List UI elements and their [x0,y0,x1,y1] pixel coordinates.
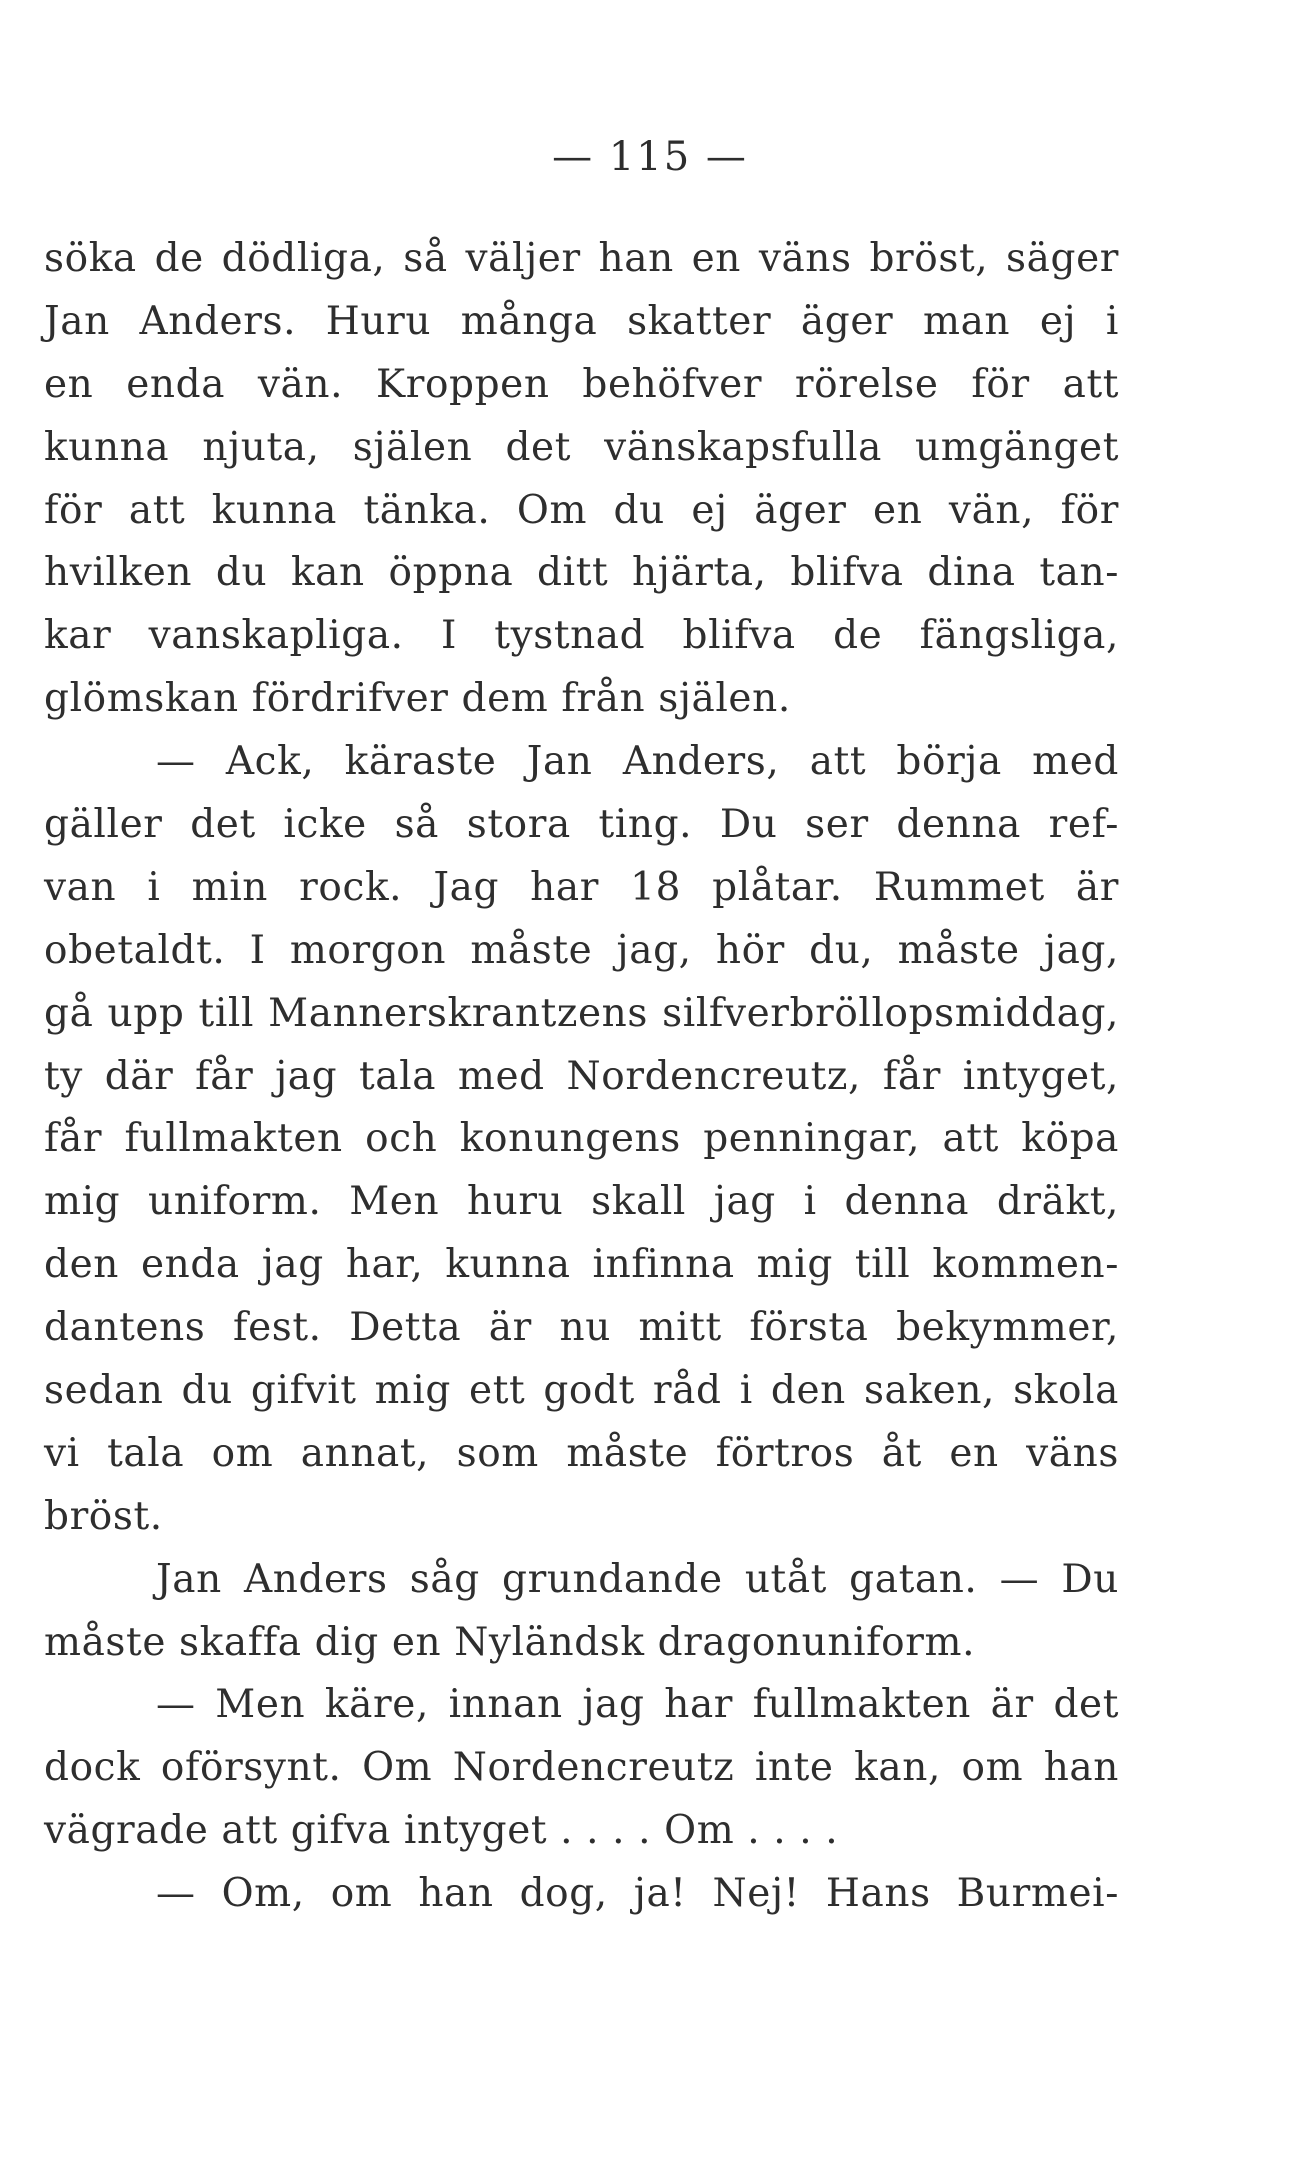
text-line: vi tala om annat, som måste förtros åt en väns [44,1430,1119,1476]
text-line: glömskan fördrifver dem från själen. [44,676,791,722]
text-line: gå upp till Mannerskrantzens silfverbröllopsmiddag, [44,990,1119,1036]
text-line: obetaldt. I morgon måste jag, hör du, måste jag, [44,927,1119,973]
text-line: bröst. [44,1493,163,1539]
text-line: van i min rock. Jag har 18 plåtar. Rummet är [44,864,1119,910]
text-line: dantens fest. Detta är nu mitt första bekymmer, [44,1305,1119,1351]
page-number: — 115 — [552,134,748,180]
text-line: måste skaffa dig en Nyländsk dragonuniform. [44,1619,976,1665]
text-line: kunna njuta, själen det vänskapsfulla umgänget [44,424,1119,470]
text-line: en enda vän. Kroppen behöfver rörelse för att [44,361,1119,407]
text-line: kar vanskapliga. I tystnad blifva de fängsliga, [44,613,1119,659]
body-text [44,228,1119,1926]
text-line: ty där får jag tala med Nordencreutz, får intyget, [44,1053,1119,1099]
text-line: — Ack, käraste Jan Anders, att börja med [156,739,1119,785]
text-line: — Om, om han dog, ja! Nej! Hans Burmei- [156,1871,1119,1917]
text-line: mig uniform. Men huru skall jag i denna dräkt, [44,1179,1119,1225]
text-line: den enda jag har, kunna infinna mig till kommen- [44,1242,1119,1288]
text-line: — Men käre, innan jag har fullmakten är det [156,1682,1119,1728]
text-line: får fullmakten och konungens penningar, att köpa [44,1116,1119,1162]
text-line: gäller det icke så stora ting. Du ser denna ref- [44,802,1119,848]
text-line: hvilken du kan öppna ditt hjärta, blifva dina tan- [44,550,1119,596]
text-line: dock oförsynt. Om Nordencreutz inte kan, om han [44,1745,1119,1791]
text-line: söka de dödliga, så väljer han en väns bröst, säger [44,236,1119,281]
text-line: Jan Anders. Huru många skatter äger man ej i [44,298,1119,344]
text-line: Jan Anders såg grundande utåt gatan. — Du [156,1556,1119,1602]
text-line: vägrade att gifva intyget . . . . Om . . . . [44,1808,839,1854]
text-line: sedan du gifvit mig ett godt råd i den saken, skola [44,1368,1119,1414]
text-line: för att kunna tänka. Om du ej äger en vän, för [44,487,1119,533]
